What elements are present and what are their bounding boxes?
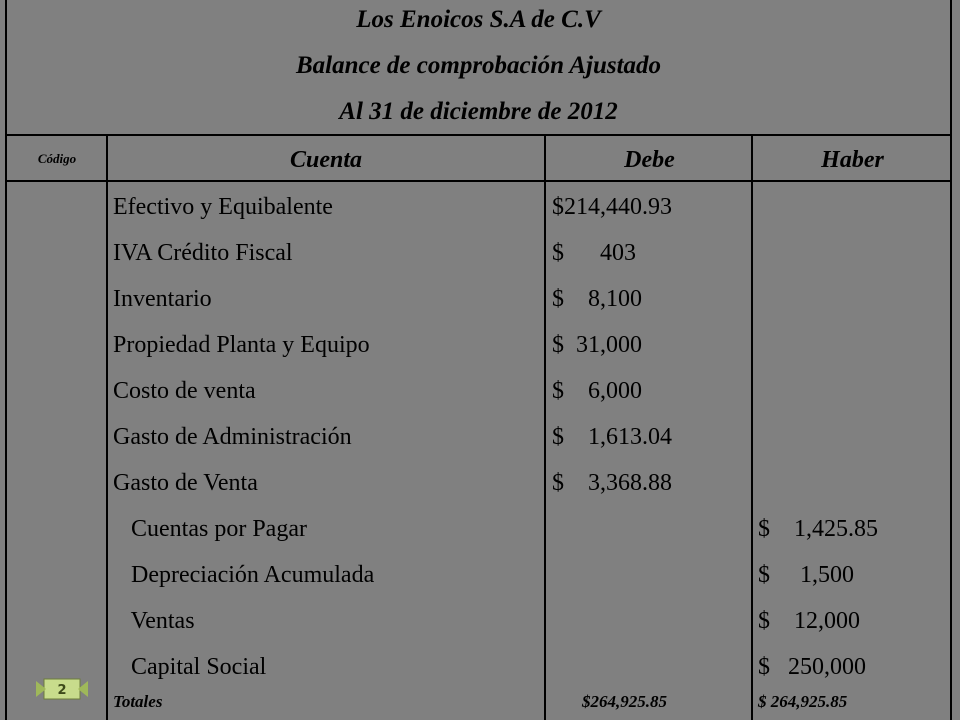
account-name: Capital Social bbox=[113, 654, 267, 680]
table-row bbox=[0, 460, 960, 506]
debit-amount: $ 8,100 bbox=[552, 286, 642, 312]
account-name: Gasto de Venta bbox=[113, 470, 258, 496]
credit-amount: $ 12,000 bbox=[758, 608, 860, 634]
table-row bbox=[0, 230, 960, 276]
account-name: Cuentas por Pagar bbox=[113, 516, 307, 542]
header-code: Código bbox=[37, 151, 77, 166]
totals-label: Totales bbox=[113, 692, 163, 711]
totals-credit: $ 264,925.85 bbox=[758, 692, 848, 711]
table-row bbox=[0, 322, 960, 368]
account-name: Costo de venta bbox=[113, 378, 256, 404]
debit-amount: $ 6,000 bbox=[552, 378, 642, 404]
title-block bbox=[7, 0, 950, 136]
account-name: Ventas bbox=[113, 608, 195, 634]
credit-amount: $ 250,000 bbox=[758, 654, 866, 680]
badge-number: 2 bbox=[57, 683, 67, 698]
credit-amount: $ 1,500 bbox=[758, 562, 854, 588]
company-name: Los Enoicos S.A de C.V bbox=[356, 6, 601, 33]
table-row bbox=[0, 276, 960, 322]
table-row bbox=[0, 184, 960, 230]
account-name: IVA Crédito Fiscal bbox=[113, 240, 293, 266]
header-credit: Haber bbox=[821, 147, 884, 173]
table-row bbox=[0, 368, 960, 414]
debit-amount: $214,440.93 bbox=[552, 194, 672, 220]
report-title: Balance de comprobación Ajustado bbox=[295, 52, 662, 79]
table-row bbox=[0, 506, 960, 552]
debit-amount: $ 1,613.04 bbox=[552, 424, 672, 450]
debit-amount: $ 31,000 bbox=[552, 332, 642, 358]
debit-amount: $ 403 bbox=[552, 240, 636, 266]
account-name: Propiedad Planta y Equipo bbox=[113, 332, 370, 358]
debit-amount: $ 3,368.88 bbox=[552, 470, 672, 496]
header-row bbox=[7, 136, 950, 182]
account-name: Depreciación Acumulada bbox=[113, 562, 375, 588]
account-name: Gasto de Administración bbox=[113, 424, 352, 450]
totals-debit: $264,925.85 bbox=[582, 692, 667, 711]
report-date: Al 31 de diciembre de 2012 bbox=[339, 98, 618, 125]
account-name: Inventario bbox=[113, 286, 212, 312]
table-row bbox=[0, 552, 960, 598]
table-row bbox=[0, 598, 960, 644]
credit-amount: $ 1,425.85 bbox=[758, 516, 878, 542]
header-debit: Debe bbox=[624, 147, 675, 173]
sigma-badge-icon bbox=[36, 676, 88, 702]
table-row bbox=[0, 414, 960, 460]
account-name: Efectivo y Equibalente bbox=[113, 194, 333, 220]
header-account: Cuenta bbox=[289, 147, 363, 173]
